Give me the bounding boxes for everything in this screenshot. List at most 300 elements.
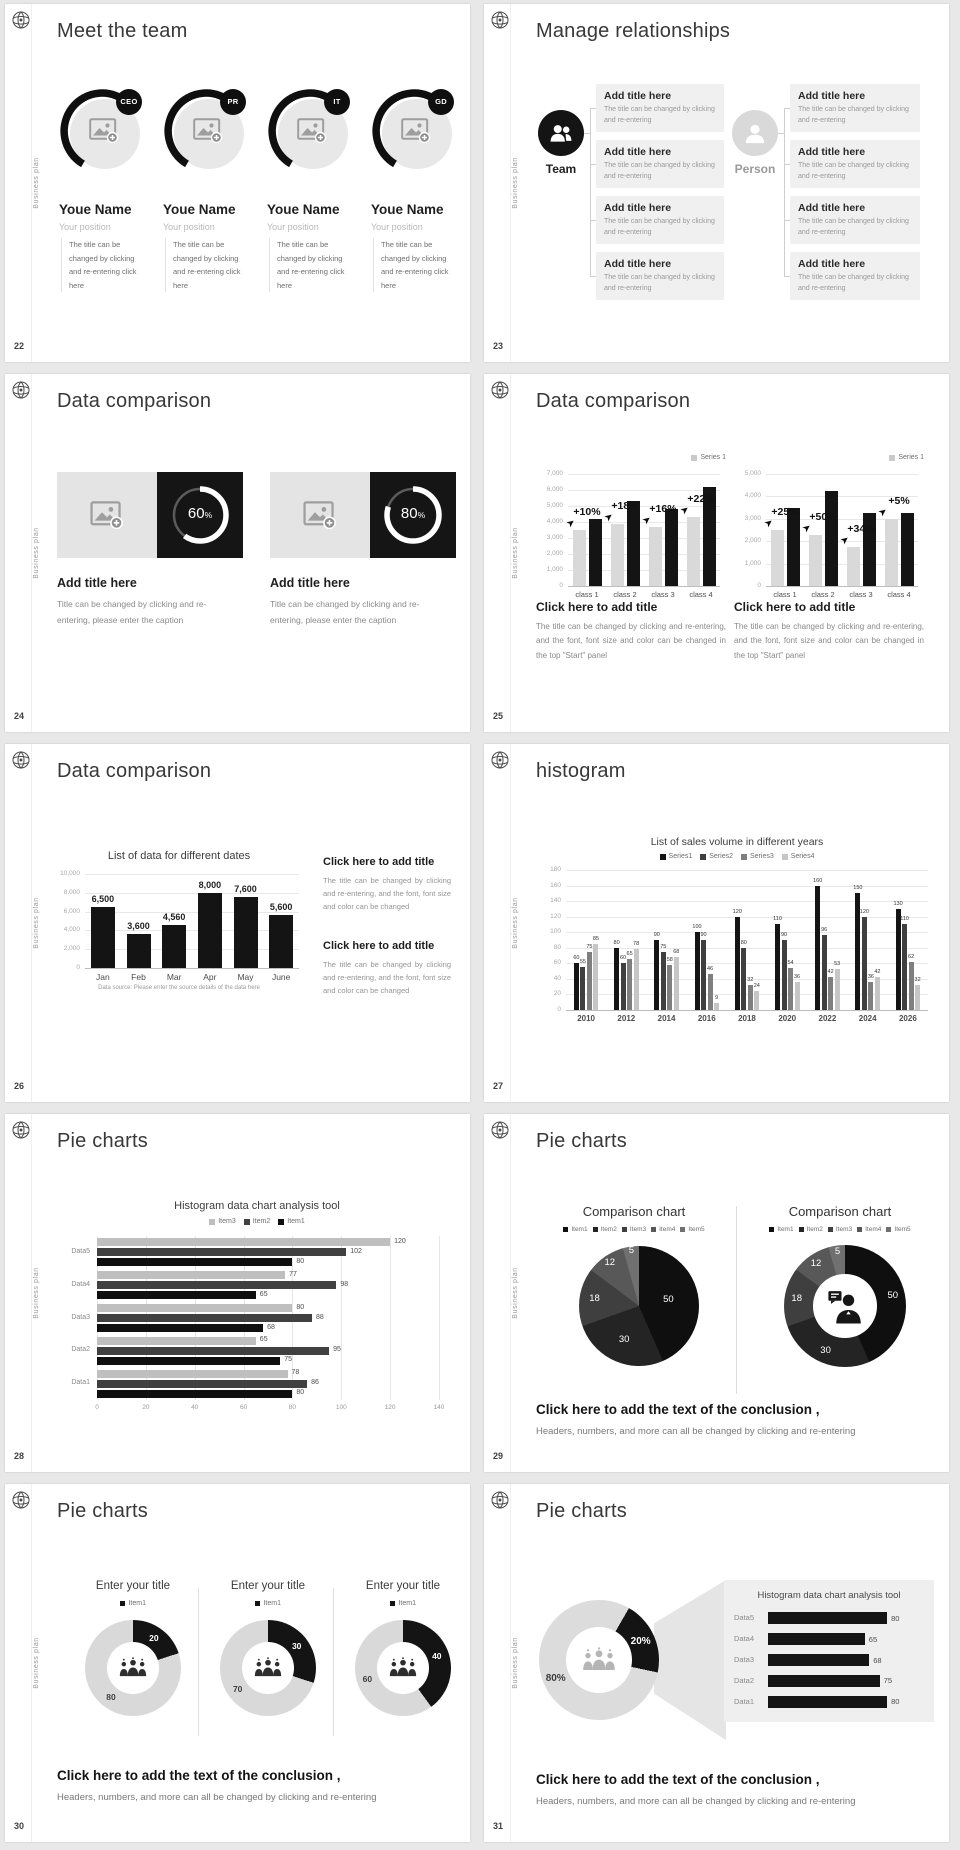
block-title: Click here to add title [536, 600, 658, 614]
slide-content [484, 1484, 949, 1842]
group-label: Team [545, 162, 577, 176]
sidebar-vertical-label: Business plan [33, 897, 40, 949]
box-body: The title can be changed by clicking and re-entering [798, 162, 909, 180]
box-body: The title can be changed by clicking and re-entering [604, 274, 715, 292]
bar [714, 1003, 719, 1010]
bar-value-label: 90 [700, 932, 707, 938]
slice-label: 40 [432, 1651, 442, 1661]
conclusion-title: Click here to add the text of the conclusion , [536, 1402, 820, 1417]
chart-legend [198, 1600, 338, 1607]
cursor-arrow-icon: ➤ [876, 505, 890, 520]
slide-title: Data comparison [536, 390, 691, 412]
y-tick-label: 1,000 [546, 566, 563, 573]
bar [97, 1304, 292, 1312]
box-title: Add title here [798, 90, 866, 102]
legend-item: Item3 [828, 1226, 852, 1233]
slide-27-histogram [484, 744, 949, 1102]
member-badge: PR [220, 89, 246, 115]
legend-swatch [622, 1227, 627, 1232]
member-badge: IT [324, 89, 350, 115]
slide-23-manage-relationships [484, 4, 949, 362]
bar-value-label: 80 [296, 1303, 305, 1311]
page-number: 24 [14, 711, 25, 721]
growth-label: +16% [649, 502, 677, 515]
legend-swatch [563, 1227, 568, 1232]
bar-value-label: 5,600 [269, 902, 293, 913]
progress-label [169, 505, 231, 522]
page-number: 22 [14, 341, 25, 351]
legend-item: Item5 [680, 1226, 704, 1233]
slice-label: 30 [820, 1344, 831, 1356]
chart-legend [63, 1600, 203, 1607]
block-body: The title can be changed by clicking and re-entering, and the font, font size and color can be changed in the top "Start" panel [734, 622, 924, 660]
bar [234, 897, 258, 968]
x-tick-label: 40 [191, 1404, 199, 1411]
box-body: The title can be changed by clicking and re-entering [798, 106, 909, 124]
card-body: Title can be changed by clicking and re-entering, please enter the caption [270, 599, 420, 625]
slide-title: Meet the team [57, 20, 188, 42]
x-tick-label: 120 [384, 1404, 396, 1411]
bar [97, 1390, 292, 1398]
panel-title: Enter your title [230, 1580, 306, 1592]
bar-value-label: 130 [893, 900, 903, 907]
cursor-arrow-icon: ➤ [602, 510, 616, 525]
sidebar-vertical-label: Business plan [33, 1637, 40, 1689]
y-tick-label: 160 [550, 881, 561, 889]
bar [621, 963, 626, 1010]
bar [768, 1612, 887, 1624]
growth-label: +10% [573, 506, 601, 518]
percent-sign: % [417, 510, 426, 520]
bar-value-label: 4,560 [162, 912, 186, 923]
image-placeholder-icon [401, 118, 431, 143]
x-tick-label: June [271, 972, 291, 982]
bar [574, 963, 579, 1010]
x-tick-label: 2026 [898, 1014, 917, 1023]
y-tick-label: 0 [557, 1006, 561, 1013]
gridline [341, 1236, 342, 1400]
bar [909, 962, 914, 1010]
growth-label: +34% [847, 522, 875, 535]
legend-item: Series1 [660, 853, 693, 860]
slide-content [5, 744, 470, 1102]
image-placeholder-box [57, 472, 157, 558]
bar-value-label: 90 [780, 932, 788, 938]
y-tick-label: 0 [76, 964, 80, 971]
bar [674, 957, 679, 1010]
legend-swatch [278, 1219, 284, 1225]
bar-value-label: 110 [773, 916, 782, 923]
connector-line [584, 133, 590, 134]
chart-c25a [536, 454, 728, 606]
x-tick-label: 100 [335, 1404, 347, 1411]
bar [269, 915, 293, 968]
chart-c29b [784, 1245, 906, 1367]
category-label: Data3 [734, 1655, 755, 1664]
bar-value-label: 90 [653, 932, 660, 938]
growth-label: +25% [771, 506, 799, 518]
chart-c29a [579, 1246, 699, 1366]
x-tick-label: 20 [142, 1404, 150, 1411]
block-title: Click here to add title [734, 600, 856, 614]
connector-line [784, 108, 785, 276]
panel-title: Comparison chart [788, 1204, 892, 1219]
x-tick-label: Apr [203, 972, 217, 982]
bar-value-label: 32 [747, 977, 754, 984]
slice-label: 18 [791, 1292, 802, 1304]
legend-item: Item3 [209, 1218, 236, 1225]
bar [198, 893, 222, 968]
y-tick-label: 100 [550, 928, 561, 936]
bar [667, 965, 672, 1010]
slice-label: 12 [810, 1257, 822, 1269]
y-tick-label: 60 [553, 959, 561, 967]
sidebar-vertical-label: Business plan [33, 527, 40, 579]
x-tick-label: Mar [166, 972, 182, 982]
bar-value-label: 80 [296, 1257, 305, 1265]
x-tick-label: class 3 [651, 590, 675, 599]
connector-line [778, 133, 784, 134]
image-placeholder-icon [297, 118, 327, 143]
slide-content [5, 1484, 470, 1842]
y-tick-label: 8,000 [63, 888, 80, 896]
bar-value-label: 8,000 [198, 879, 222, 890]
bar [868, 982, 873, 1010]
gridline [566, 1010, 928, 1011]
bar [901, 513, 914, 586]
bar-value-label: 65 [626, 951, 633, 958]
bar-value-label: 88 [316, 1313, 324, 1321]
slide-title: histogram [536, 760, 626, 782]
progress-box [370, 472, 456, 558]
slide-content [484, 374, 949, 732]
slide-24-data-comparison [5, 374, 470, 732]
bar-value-label: 60 [573, 955, 580, 962]
bar [634, 949, 639, 1010]
sidebar-vertical-label: Business plan [512, 157, 519, 209]
x-tick-label: class 2 [811, 590, 835, 599]
bar [97, 1291, 256, 1299]
category-label: Data1 [734, 1696, 755, 1706]
bar [97, 1357, 280, 1365]
slide-content [484, 4, 949, 362]
chart-title: Histogram data chart analysis tool [174, 1200, 340, 1212]
bar [665, 509, 678, 586]
member-name: Youe Name [267, 202, 340, 217]
relationship-box [790, 196, 920, 244]
growth-label: +18% [611, 499, 639, 512]
bar [915, 985, 920, 1010]
slice-label: 30 [618, 1334, 630, 1346]
gridline [566, 870, 928, 871]
x-tick-label: 60 [239, 1404, 248, 1411]
bar-value-label: 55 [579, 959, 586, 966]
legend-item: Series 1 [889, 454, 924, 461]
page-number: 28 [14, 1451, 25, 1461]
bar-value-label: 9 [714, 995, 719, 1001]
gridline [566, 932, 928, 933]
image-placeholder-box [270, 472, 370, 558]
x-tick-label: 2018 [738, 1014, 756, 1023]
bar [627, 959, 632, 1010]
slide-content [484, 1114, 949, 1472]
gridline [85, 874, 299, 875]
sidebar-vertical-label: Business plan [33, 157, 40, 209]
block-body: The title can be changed by clicking and re-entering, and the font, font size and color can be changed [323, 960, 451, 996]
legend-item: Item1 [390, 1600, 416, 1607]
chart-legend [691, 454, 726, 461]
slide-28-pie-charts [5, 1114, 470, 1472]
cursor-arrow-icon: ➤ [564, 516, 578, 531]
y-tick-label: 6,000 [546, 486, 563, 493]
chart-legend [333, 1600, 470, 1607]
bar-value-label: 54 [787, 960, 794, 966]
y-tick-label: 180 [550, 866, 561, 873]
bar-value-label: 53 [834, 960, 841, 967]
chart-legend [889, 454, 924, 461]
y-tick-label: 4,000 [546, 518, 563, 525]
y-tick-label: 3,000 [744, 514, 761, 522]
gridline [566, 917, 928, 918]
bar [847, 547, 860, 586]
member-badge: CEO [116, 89, 142, 115]
conclusion-body: Headers, numbers, and more can all be changed by clicking and re-entering [57, 1792, 377, 1803]
page-number: 30 [14, 1821, 25, 1831]
bar-value-label: 6,500 [91, 893, 115, 904]
legend-swatch [255, 1601, 261, 1607]
bar [162, 925, 186, 968]
group-label: Person [734, 162, 776, 176]
percent-sign: % [204, 510, 213, 520]
growth-label: +22% [687, 493, 715, 506]
bar-value-label: 96 [821, 927, 828, 934]
bar [735, 917, 740, 1010]
box-body: The title can be changed by clicking and re-entering [798, 274, 909, 292]
legend-swatch [889, 455, 895, 461]
slide-25-data-comparison [484, 374, 949, 732]
bar-value-label: 77 [289, 1270, 297, 1278]
member-body: The title can be changed by clicking and re-entering click here [165, 238, 249, 292]
slice-label: 80 [106, 1692, 116, 1703]
chart-c31a [539, 1600, 659, 1720]
bar-value-label: 86 [311, 1379, 319, 1387]
sidebar-vertical-label: Business plan [512, 527, 519, 579]
bar [97, 1258, 292, 1266]
legend-swatch [741, 854, 747, 860]
gridline [566, 886, 928, 887]
x-tick-label: 2012 [617, 1014, 636, 1023]
chart-legend [538, 853, 936, 860]
legend-item: Item2 [593, 1226, 617, 1233]
legend-item: Series4 [782, 853, 815, 860]
cursor-arrow-icon: ➤ [678, 503, 692, 518]
group-avatar [732, 110, 778, 156]
bar-value-label: 60 [620, 955, 627, 962]
x-tick-label: class 4 [689, 590, 713, 599]
bar-value-label: 7,600 [234, 883, 257, 894]
cursor-arrow-icon: ➤ [800, 521, 814, 535]
x-tick-label: class 1 [773, 590, 797, 599]
legend-item: Item1 [120, 1600, 146, 1607]
x-tick-label: 2024 [858, 1014, 877, 1023]
legend-swatch [120, 1601, 126, 1607]
bar-value-label: 75 [586, 943, 593, 950]
block-body: The title can be changed by clicking and re-entering, and the font, font size and color can be changed [323, 876, 451, 912]
category-label: Data1 [71, 1379, 90, 1387]
donut-hole [377, 1642, 429, 1694]
y-tick-label: 4,000 [63, 926, 80, 934]
slice-label: 50 [663, 1293, 674, 1305]
businessman-icon [824, 1285, 866, 1327]
slide-title: Pie charts [57, 1500, 148, 1522]
legend-swatch [782, 854, 788, 860]
bar-value-label: 80 [296, 1389, 305, 1397]
relationship-box [790, 252, 920, 300]
progress-label [382, 505, 444, 522]
people-group-icon [388, 1657, 418, 1679]
bar [754, 991, 759, 1010]
gridline [566, 901, 928, 902]
chart-panel [724, 1580, 934, 1722]
team-icon [548, 120, 574, 146]
slice-label: 5 [834, 1245, 841, 1257]
bar-value-label: 75 [284, 1356, 292, 1364]
category-label: Data2 [734, 1675, 755, 1685]
bar [127, 934, 151, 968]
bar-value-label: 80 [740, 939, 747, 946]
x-tick-label: 2020 [778, 1014, 797, 1023]
page-number: 23 [493, 341, 504, 351]
bar-value-label: 24 [753, 983, 760, 990]
x-tick-label: 2022 [818, 1014, 837, 1023]
slide-content [5, 4, 470, 362]
bar [649, 527, 662, 586]
conclusion-title: Click here to add the text of the conclusion , [536, 1772, 820, 1787]
legend-swatch [886, 1227, 891, 1232]
bar [593, 944, 598, 1010]
x-tick-label: class 2 [613, 590, 637, 599]
bar-value-label: 42 [827, 969, 834, 976]
gridline [568, 586, 720, 587]
chart-title: List of data for different dates [107, 850, 251, 862]
page-number: 25 [493, 711, 504, 721]
bar [768, 1633, 865, 1645]
panel-title: Enter your title [95, 1580, 171, 1592]
legend-item: Item4 [857, 1226, 881, 1233]
x-tick-label: class 1 [575, 590, 599, 599]
bar [902, 924, 907, 1010]
block-title: Click here to add title [323, 940, 435, 952]
bar-value-label: 80 [891, 1697, 900, 1707]
member-position: Your position [371, 222, 423, 232]
chart-c27 [538, 836, 936, 1036]
legend-item: Item3 [622, 1226, 646, 1233]
box-title: Add title here [798, 202, 866, 214]
chart-caption: Data source: Please enter the source details of the data here [98, 985, 260, 991]
chart-legend [536, 1226, 732, 1233]
slide-content [484, 744, 949, 1102]
x-tick-label: class 3 [849, 590, 873, 599]
legend-item: Item4 [651, 1226, 675, 1233]
bar [828, 977, 833, 1010]
y-tick-label: 5,000 [546, 502, 563, 509]
y-tick-label: 120 [550, 912, 561, 920]
gridline [390, 1236, 391, 1400]
group-avatar [538, 110, 584, 156]
progress-value: 80 [400, 505, 418, 522]
bar [587, 952, 592, 1010]
bar [97, 1271, 285, 1279]
panel-title: Comparison chart [582, 1204, 686, 1219]
category-label: Data2 [71, 1346, 90, 1354]
conclusion-body: Headers, numbers, and more can all be changed by clicking and re-entering [536, 1426, 856, 1437]
gridline [766, 586, 918, 587]
category-label: Data3 [71, 1313, 90, 1321]
y-tick-label: 5,000 [744, 470, 761, 477]
relationship-box [596, 140, 724, 188]
image-placeholder-icon [89, 118, 119, 143]
member-name: Youe Name [371, 202, 444, 217]
people-group-icon [253, 1657, 283, 1679]
slice-label: 18 [589, 1293, 600, 1305]
progress-value: 60 [187, 505, 205, 522]
slice-label: 30 [291, 1641, 302, 1652]
donut-hole [813, 1274, 876, 1337]
relationship-box [596, 252, 724, 300]
bar [97, 1281, 336, 1289]
legend-swatch [691, 455, 697, 461]
bar [768, 1654, 869, 1666]
bar [97, 1238, 390, 1246]
slice-label: 50 [887, 1290, 899, 1302]
bar-value-label: 78 [291, 1369, 300, 1377]
bar [580, 967, 585, 1010]
bar-value-label: 100 [692, 924, 702, 931]
bar-value-label: 80 [613, 939, 620, 946]
category-label: Data5 [71, 1247, 90, 1255]
growth-label: +5% [888, 494, 910, 507]
relationship-box [790, 140, 920, 188]
chart-c31b [730, 1606, 928, 1716]
y-tick-label: 3,000 [546, 534, 563, 541]
member-position: Your position [59, 222, 111, 232]
slide-title: Data comparison [57, 390, 212, 412]
bar-value-label: 110 [900, 916, 909, 923]
image-placeholder-icon [193, 118, 223, 143]
people-group-icon [118, 1657, 148, 1679]
bar-value-label: 98 [340, 1280, 349, 1288]
category-label: Data5 [734, 1613, 755, 1623]
slice-label: 12 [604, 1257, 616, 1269]
bar [687, 517, 700, 586]
page-number: 26 [14, 1081, 25, 1091]
legend-swatch [660, 854, 666, 860]
slice-label: 70 [232, 1684, 243, 1694]
gridline [85, 930, 299, 931]
bar-value-label: 36 [793, 974, 801, 980]
gridline [85, 968, 299, 969]
slide-26-data-comparison [5, 744, 470, 1102]
panel-divider [198, 1588, 199, 1736]
legend-swatch [209, 1219, 215, 1225]
card-body: Title can be changed by clicking and re-entering, please enter the caption [57, 599, 207, 625]
bar-value-label: 78 [633, 941, 640, 948]
bar [97, 1347, 329, 1355]
member-body: The title can be changed by clicking and re-entering click here [61, 238, 145, 292]
relationship-box [596, 196, 724, 244]
bar-value-label: 102 [350, 1247, 362, 1255]
slide-content [5, 374, 470, 732]
